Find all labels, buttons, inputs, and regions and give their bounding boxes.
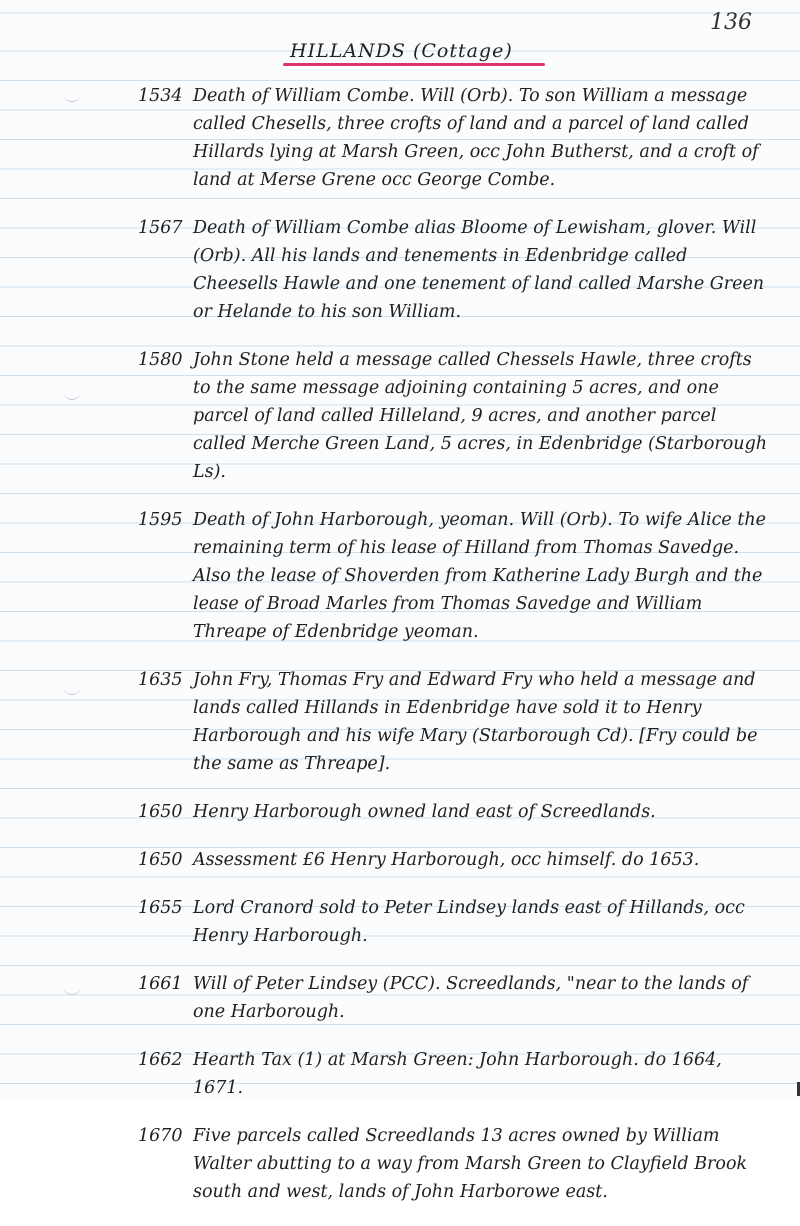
entry [0, 82, 800, 194]
entry-year: 1670 [138, 1126, 183, 1146]
entry [0, 970, 800, 1026]
entry-year: 1661 [138, 974, 183, 994]
entry-text: Assessment £6 Henry Harborough, occ himself. do 1653. [193, 850, 700, 870]
entry-year: 1567 [138, 218, 183, 238]
entry-text: Death of John Harborough, yeoman. Will (Orb). To wife Alice the remaining term of his lease of Hilland from Thomas Savedge. Also the lease of Shoverden from Katherine Lady Burgh and the lease of Broad Marles from Thomas Savedge and William Threape of Edenbridge yeoman. [193, 510, 767, 642]
entry-year: 1595 [138, 510, 183, 530]
entry-text: John Stone held a message called Chessels Hawle, three crofts to the same message adjoining containing 5 acres, and one parcel of land called Hilleland, 9 acres, and another parcel called Merche Green Land, 5 acres, in Edenbridge (Starborough Ls). [193, 350, 768, 482]
entry-year: 1662 [138, 1050, 183, 1070]
entry-text: Death of William Combe alias Bloome of Lewisham, glover. Will (Orb). All his lands and tenements in Edenbridge called Cheesells Hawle and one tenement of land called Marshe Green or Helande to his son William. [193, 218, 765, 322]
entry-year: 1580 [138, 350, 183, 370]
entry-text: Five parcels called Screedlands 13 acres owned by William Walter abutting to a way from Marsh Green to Clayfield Brook south and west, lands of John Harborowe east. [193, 1126, 748, 1202]
entry [0, 346, 800, 486]
entry [0, 1046, 800, 1102]
entry-year: 1655 [138, 898, 183, 918]
entry-text: Henry Harborough owned land east of Screedlands. [193, 802, 656, 822]
entry [0, 894, 800, 950]
entry [0, 666, 800, 778]
title-underline [283, 63, 545, 66]
entry [0, 846, 800, 874]
entry-text: Will of Peter Lindsey (PCC). Screedlands, "near to the lands of one Harborough. [193, 974, 749, 1022]
page-title: HILLANDS (Cottage) [290, 40, 513, 62]
page-number: 136 [710, 10, 752, 35]
entry [0, 506, 800, 646]
entry [0, 214, 800, 326]
entry-year: 1635 [138, 670, 183, 690]
entry-year: 1534 [138, 86, 183, 106]
entry-year: 1650 [138, 850, 183, 870]
entry-text: John Fry, Thomas Fry and Edward Fry who held a message and lands called Hillands in Edenbridge have sold it to Henry Harborough and his wife Mary (Starborough Cd). [Fry could be the same as Threape]. [193, 670, 758, 774]
entry-text: Hearth Tax (1) at Marsh Green: John Harborough. do 1664, 1671. [193, 1050, 722, 1098]
entry [0, 1122, 800, 1206]
entry-text: Lord Cranord sold to Peter Lindsey lands east of Hillands, occ Henry Harborough. [193, 898, 745, 946]
entry-year: 1650 [138, 802, 183, 822]
entry [0, 798, 800, 826]
entry-text: Death of William Combe. Will (Orb). To son William a message called Chesells, three crofts of land and a parcel of land called Hillards lying at Marsh Green, occ John Butherst, and a croft of land at Merse Grene occ George Combe. [193, 86, 759, 190]
entry-list [0, 82, 800, 1226]
